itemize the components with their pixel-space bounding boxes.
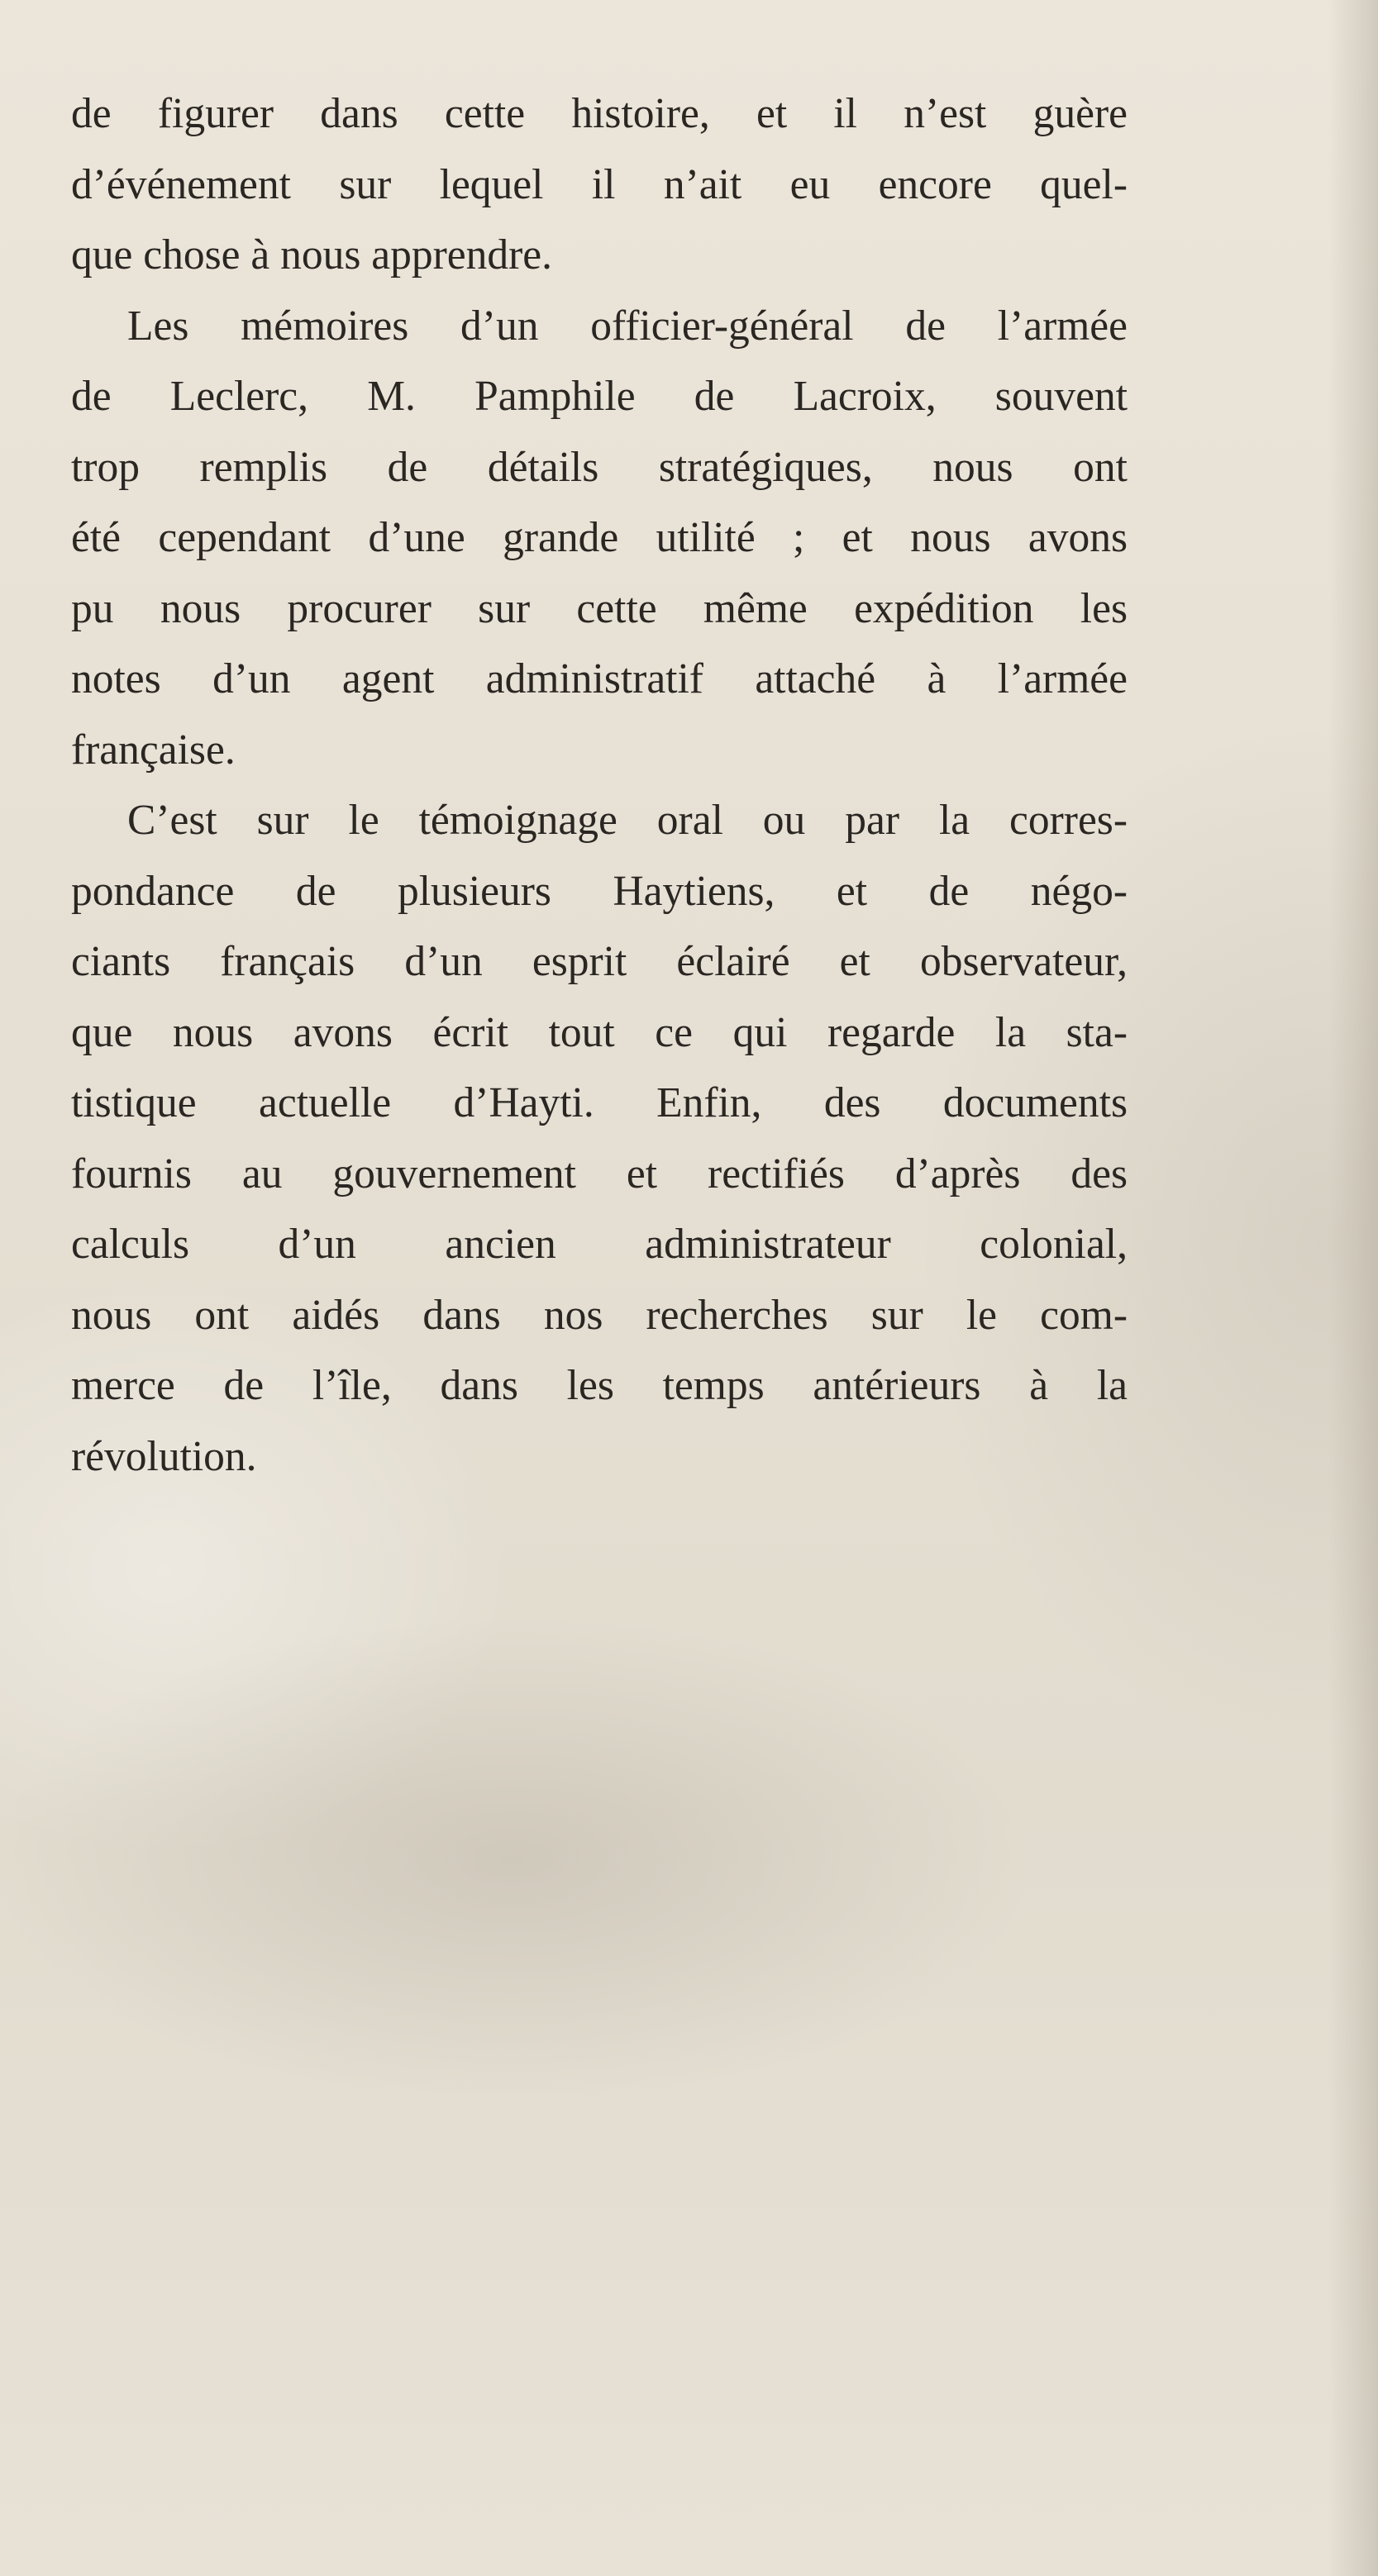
text-line: de Leclerc, M. Pamphile de Lacroix, souvent	[71, 373, 1128, 420]
text-line: que chose à nous apprendre.	[71, 231, 553, 279]
text-line: d’événement sur lequel il n’ait eu encore quel-	[71, 160, 1128, 208]
page-edge-shadow	[1328, 0, 1378, 2576]
text-line: tistique actuelle d’Hayti. Enfin, des documents	[71, 1079, 1128, 1126]
text-line: calculs d’un ancien administrateur colonial,	[71, 1221, 1128, 1268]
text-line: Les mémoires d’un officier-général de l’armée	[127, 302, 1128, 350]
text-line: notes d’un agent administratif attaché à l’armée	[71, 655, 1128, 702]
text-line: que nous avons écrit tout ce qui regarde la sta-	[71, 1008, 1128, 1056]
body-text	[71, 79, 1128, 1492]
text-line: pu nous procurer sur cette même expédition les	[71, 584, 1128, 632]
text-line: merce de l’île, dans les temps antérieurs à la	[71, 1362, 1128, 1409]
text-line: trop remplis de détails stratégiques, nous ont	[71, 443, 1128, 491]
text-line: française.	[71, 726, 236, 774]
text-line: été cependant d’une grande utilité ; et nous avons	[71, 514, 1128, 561]
text-line: révolution.	[71, 1432, 257, 1480]
text-line: C’est sur le témoignage oral ou par la corres-	[127, 797, 1128, 844]
text-line: de figurer dans cette histoire, et il n’est guère	[71, 90, 1128, 137]
text-line: nous ont aidés dans nos recherches sur le com-	[71, 1291, 1128, 1339]
paragraph-1	[71, 79, 1128, 291]
text-line: fournis au gouvernement et rectifiés d’après des	[71, 1150, 1128, 1198]
text-line: ciants français d’un esprit éclairé et observateur,	[71, 938, 1128, 985]
paragraph-2	[71, 291, 1128, 786]
paragraph-3	[71, 785, 1128, 1492]
text-line: pondance de plusieurs Haytiens, et de négo-	[71, 867, 1128, 915]
